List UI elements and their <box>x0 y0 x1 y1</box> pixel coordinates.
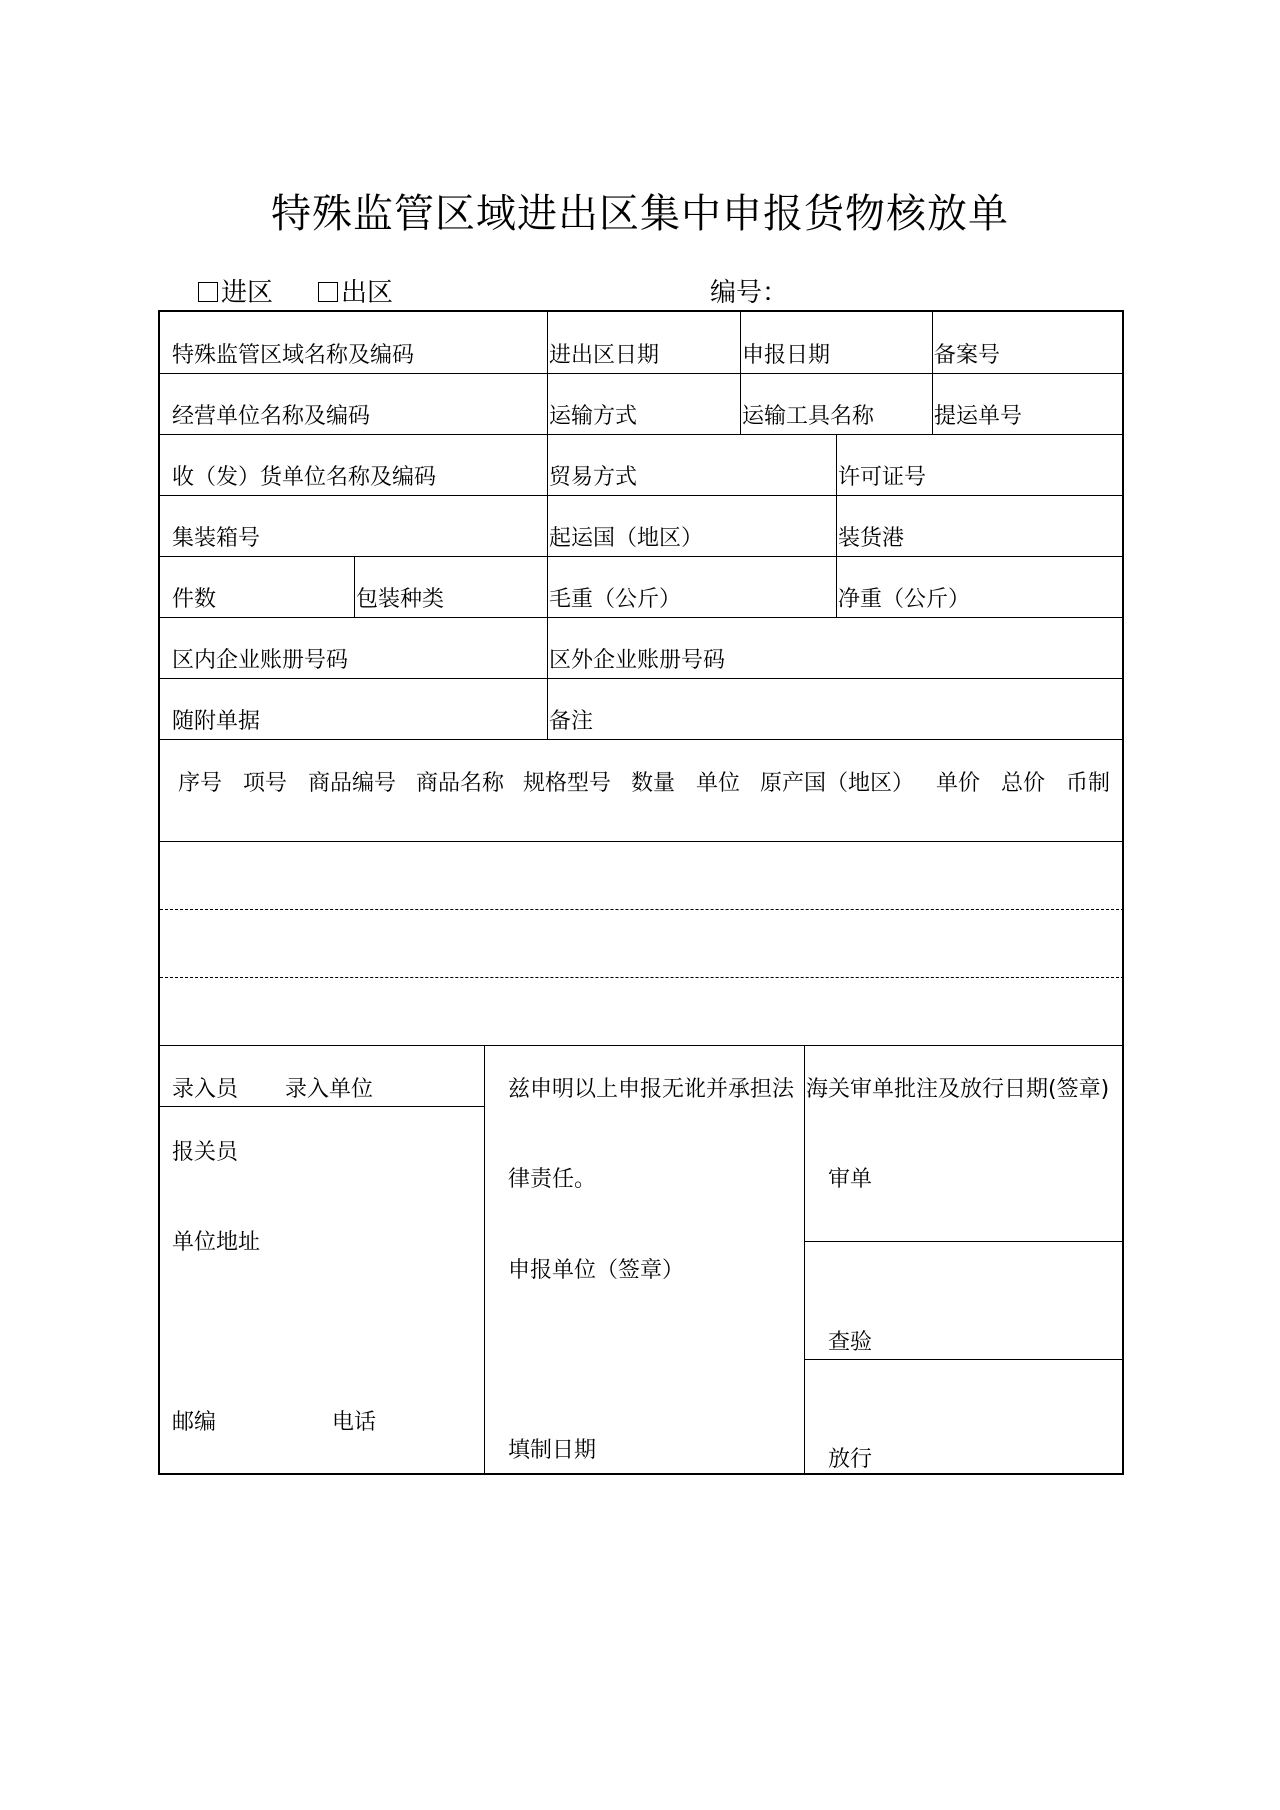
postcode-label: 邮编 <box>172 1410 217 1435</box>
goods-header-code: 商品编号 <box>308 771 397 796</box>
number-label: 编号： <box>710 278 789 308</box>
bill-number-label: 提运单号 <box>934 404 1023 429</box>
inspect-label: 查验 <box>828 1330 873 1355</box>
entry-checkbox[interactable] <box>198 282 218 302</box>
outer-account-label: 区外企业账册号码 <box>549 648 726 673</box>
goods-header-name: 商品名称 <box>416 771 505 796</box>
vehicle-name-label: 运输工具名称 <box>742 404 875 429</box>
goods-header-unit: 单位 <box>696 771 741 796</box>
review-label: 审单 <box>828 1167 873 1192</box>
gross-weight-label: 毛重（公斤） <box>549 587 682 612</box>
container-label: 集装箱号 <box>172 526 261 551</box>
customs-approval-label: 海关审单批注及放行日期(签章) <box>806 1077 1110 1102</box>
document-title: 特殊监管区域进出区集中申报货物核放单 <box>271 191 1009 237</box>
entry-clerk-label: 录入员 <box>172 1077 239 1102</box>
goods-header-spec: 规格型号 <box>523 771 612 796</box>
goods-header-currency: 币制 <box>1066 771 1111 796</box>
net-weight-label: 净重（公斤） <box>838 587 971 612</box>
goods-header-item: 项号 <box>243 771 288 796</box>
package-type-label: 包装种类 <box>356 587 445 612</box>
goods-header-price: 单价 <box>936 771 981 796</box>
loading-port-label: 装货港 <box>838 526 905 551</box>
documents-label: 随附单据 <box>172 709 261 734</box>
zone-name-code-label: 特殊监管区域名称及编码 <box>172 343 415 368</box>
goods-header-origin: 原产国（地区） <box>760 771 915 796</box>
declaration-line-1: 兹申明以上申报无讹并承担法 <box>508 1077 795 1102</box>
trade-mode-label: 贸易方式 <box>549 465 638 490</box>
license-label: 许可证号 <box>838 465 927 490</box>
origin-country-label: 起运国（地区） <box>549 526 704 551</box>
declare-date-label: 申报日期 <box>742 343 831 368</box>
operator-label: 经营单位名称及编码 <box>172 404 371 429</box>
goods-header-seq: 序号 <box>178 771 223 796</box>
exit-checkbox-group[interactable] <box>318 272 393 309</box>
address-label: 单位地址 <box>172 1230 261 1255</box>
release-form <box>158 310 1124 1475</box>
consignee-label: 收（发）货单位名称及编码 <box>172 465 437 490</box>
goods-header-quantity: 数量 <box>631 771 676 796</box>
io-date-label: 进出区日期 <box>549 343 660 368</box>
exit-label: 出区 <box>341 278 394 308</box>
phone-label: 电话 <box>332 1410 377 1435</box>
broker-label: 报关员 <box>172 1140 239 1165</box>
goods-header-total: 总价 <box>1001 771 1046 796</box>
declaration-line-2: 律责任。 <box>508 1167 597 1192</box>
fill-date-label: 填制日期 <box>508 1438 597 1463</box>
pieces-label: 件数 <box>172 587 217 612</box>
record-number-label: 备案号 <box>934 343 1001 368</box>
entry-checkbox-group[interactable] <box>198 272 273 309</box>
release-label: 放行 <box>828 1447 873 1472</box>
exit-checkbox[interactable] <box>318 282 338 302</box>
inner-account-label: 区内企业账册号码 <box>172 648 349 673</box>
entry-label: 进区 <box>221 278 274 308</box>
transport-mode-label: 运输方式 <box>549 404 638 429</box>
declaring-unit-label: 申报单位（签章） <box>508 1258 685 1283</box>
entry-unit-label: 录入单位 <box>285 1077 374 1102</box>
remarks-label: 备注 <box>549 709 594 734</box>
